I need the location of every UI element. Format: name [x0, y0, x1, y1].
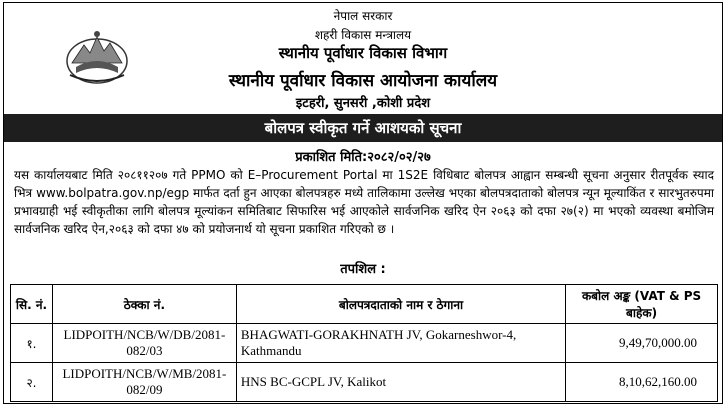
header-line-3: स्थानीय पूर्वाधार विकास विभाग — [278, 44, 448, 62]
header-line-2: शहरी विकास मन्त्रालय — [314, 28, 412, 42]
row-contract-no: LIDPOITH/NCB/W/MB/2081-082/09 — [52, 363, 236, 402]
office-title: स्थानीय पूर्वाधार विकास आयोजना कार्यालय — [228, 71, 498, 91]
row-sn: १. — [11, 324, 53, 363]
col-header-contract: ठेक्का नं. — [52, 285, 236, 324]
office-address: इटहरी, सुनसरी ,कोशी प्रदेश — [295, 96, 431, 111]
row-bidder: HNS BC-GCPL JV, Kalikot — [236, 363, 565, 402]
bid-table — [10, 284, 718, 402]
details-heading: तपशिल : — [340, 262, 386, 277]
table-row — [11, 363, 718, 402]
header-line-1: नेपाल सरकार — [333, 9, 393, 23]
table-row — [11, 324, 718, 363]
table-header-row — [11, 285, 718, 324]
row-sn: २. — [11, 363, 53, 402]
row-bidder: BHAGWATI-GORAKHNATH JV, Gokarneshwor-4, Kathmandu — [236, 324, 565, 363]
row-contract-no: LIDPOITH/NCB/W/DB/2081-082/03 — [52, 324, 236, 363]
published-date: प्रकाशित मिति:२०८२/०२/२७ — [295, 150, 431, 165]
col-header-amount: कबोल अङ्क (VAT & PS बाहेक) — [566, 285, 718, 324]
col-header-sn: सि. नं. — [11, 285, 53, 324]
notice-page — [3, 2, 723, 404]
row-amount: 9,49,70,000.00 — [566, 324, 718, 363]
notice-body: यस कार्यालयबाट मिति २०८११२०७ गते PPMO को E–Procurement Portal मा 1S2E विधिबाट बोलपत्र आह्वान सम्बन्धी सूचना अनुसार रीतपूर्वक स्याद भित्र www.bolpatra.gov.np/egp मार्फत दर्ता हुन आएका बोलपत्रहरु मध्ये तालिकामा उल्लेख भएका बोलपत्रदाताको बोलपत्र न्यून मूल्याकिंत र सारभुतरुपमा प्रभावग्राही भई स्वीकृतीका लागि बोलपत्र मूल्यांकन समितिबाट सिफारिस भई आएकोले सार्वजनिक खरिद ऐन २०६३ को दफा २७(२) मा भएको व्यवस्था बमोजिम सार्वजनिक खरिद ऐन,२०६३ को दफा ४७ को प्रयोजनार्थ यो सूचना प्रकाशित गरिएको छ । — [14, 168, 714, 236]
row-amount: 8,10,62,160.00 — [566, 363, 718, 402]
notice-title-bar: बोलपत्र स्वीकृत गर्ने आशयको सूचना — [4, 114, 722, 142]
col-header-bidder: बोलपत्रदाताको नाम र ठेगाना — [236, 285, 565, 324]
